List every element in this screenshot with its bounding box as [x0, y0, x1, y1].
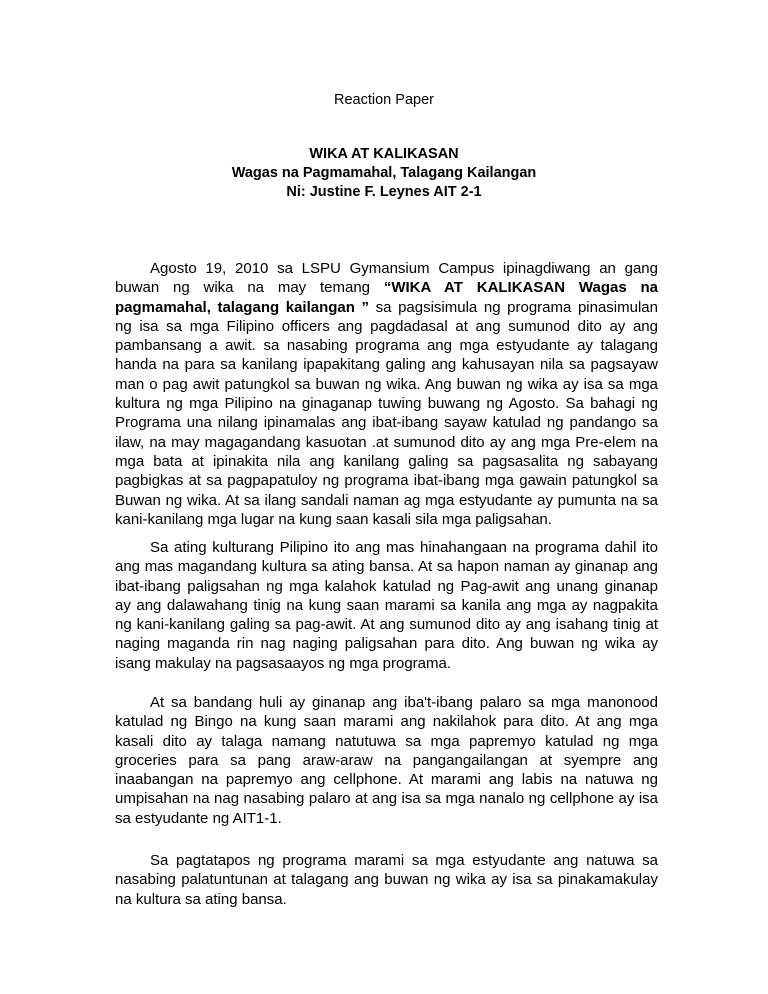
text-line	[115, 298, 658, 317]
text-line	[115, 413, 658, 432]
text-line	[115, 355, 658, 374]
text-line	[115, 809, 658, 828]
text-segment: sa pagsisimula ng programa pinasimulan	[369, 298, 658, 316]
paper-label: Reaction Paper	[334, 92, 434, 108]
paper-author: Ni: Justine F. Leynes AIT 2-1	[286, 184, 482, 200]
text-segment: sa estyudante ng AIT1-1.	[115, 809, 282, 827]
text-segment: kani-kanilang mga lugar na kung saan kasali sila mga paligsahan.	[115, 510, 552, 528]
text-line	[115, 577, 658, 596]
text-segment: na kultura sa ating bansa.	[115, 890, 287, 908]
paper-title: WIKA AT KALIKASAN	[309, 146, 459, 162]
text-segment: Sa ating kulturang Pilipino ito ang mas hinahangaan na programa dahil ito	[150, 539, 658, 556]
text-line	[115, 712, 658, 731]
text-line	[115, 538, 658, 557]
text-segment: pambansang a awit. sa nasabing programa ang mga estyudante ay talagang	[115, 337, 658, 355]
text-segment: mga bata at ipinakita nila ang kanilang galing sa pagsasalita ng sabayang	[115, 452, 658, 470]
text-segment: kasali dito ay talaga namang natutuwa sa mga papremyo katulad ng mga	[115, 732, 658, 750]
text-segment: umpisahan na nag nasabing palaro at ang isa sa mga nanalo ng cellphone ay isa	[115, 790, 658, 808]
text-segment: buwan ng wika na may temang	[115, 279, 384, 297]
text-segment: katulad ng Bingo na kung saan marami ang nakilahok para dito. At ang mga	[115, 713, 658, 731]
text-line	[115, 317, 658, 336]
text-segment: ibat-ibang paligsahan ng mga kalahok katulad ng Pag-awit ang unang ginanap	[115, 577, 658, 595]
text-segment: naging maganda rin nag naging paligsahan para dito. Ang buwan ng wika ay	[115, 635, 658, 653]
text-segment: isang makulay na pagsasaayos ng mga programa.	[115, 654, 452, 672]
text-line	[115, 770, 658, 789]
text-segment: groceries para sa pang araw-araw na pangangailangan at syempre ang	[115, 751, 658, 769]
text-segment: ilaw, na may magagandang kasuotan .at sumunod dito ay ang mga Pre-elem na	[115, 433, 658, 451]
text-segment: nasabing palatuntunan at talagang ang buwan ng wika ay isa sa pinakamakulay	[115, 871, 658, 889]
text-line	[115, 693, 658, 712]
text-line	[115, 732, 658, 751]
text-line	[115, 890, 658, 909]
text-line	[115, 259, 658, 278]
bold-text: pagmamahal, talagang kailangan ”	[115, 298, 370, 316]
text-segment: handa na para sa kanilang ipapakitang galing ang kahusayan nila sa pagsayaw	[115, 356, 658, 374]
text-segment: kultura ng mga Pilipino na ginaganap tuwing buwang ng Agosto. Sa bahagi ng	[115, 395, 658, 413]
text-line	[115, 615, 658, 634]
text-line	[115, 452, 658, 471]
text-segment: At sa bandang huli ay ginanap ang iba't-ibang palaro sa mga manonood	[150, 694, 658, 711]
text-line	[115, 336, 658, 355]
text-line	[115, 596, 658, 615]
text-segment: ng isa sa mga Filipino officers ang pagdadasal at ang sumunod dito ay ang	[115, 317, 658, 335]
paragraph-4	[115, 851, 658, 909]
text-segment: pagbigkas at sa pagpapatuloy ng programa ibat-ibang mga gawain patungkol sa	[115, 472, 658, 490]
text-line	[115, 433, 658, 452]
text-line	[115, 870, 658, 889]
paragraph-1	[115, 259, 658, 529]
text-segment: Sa pagtatapos ng programa marami sa mga estyudante ang natuwa sa	[150, 852, 658, 869]
text-segment: man o pag awit patungkol sa buwan ng wika. Ang buwan ng wika ay isa sa mga	[115, 375, 658, 393]
text-segment: ng kani-kanilang galing sa pag-awit. At ang sumunod dito ay ang isahang tinig at	[115, 616, 658, 634]
text-segment: Programa una nilang ipinamalas ang ibat-ibang sayaw katulad ng pandango sa	[115, 414, 658, 432]
paragraph-2	[115, 538, 658, 673]
text-segment: Agosto 19, 2010 sa LSPU Gymansium Campus ipinagdiwang an gang	[150, 260, 658, 277]
text-line	[115, 751, 658, 770]
text-line	[115, 471, 658, 490]
text-line	[115, 491, 658, 510]
text-line	[115, 654, 658, 673]
text-segment: Buwan ng wika. At sa ilang sandali naman ag mga estyudante ay pumunta na sa	[115, 491, 658, 509]
paragraph-3	[115, 693, 658, 828]
text-line	[115, 557, 658, 576]
bold-text: “WIKA AT KALIKASAN Wagas na	[383, 279, 658, 297]
paper-subtitle: Wagas na Pagmamahal, Talagang Kailangan	[231, 165, 537, 181]
text-segment: ay ang dalawahang tinig na kung saan marami sa kanila ang mga ay nagpakita	[115, 596, 658, 614]
text-segment: ang mas magandang kultura sa ating bansa. At sa hapon naman ay ginanap ang	[115, 558, 658, 576]
text-line	[115, 634, 658, 653]
text-line	[115, 851, 658, 870]
text-line	[115, 394, 658, 413]
text-line	[115, 510, 658, 529]
text-segment: inaabangan na papremyo ang cellphone. At marami ang labis na natuwa ng	[115, 771, 658, 789]
text-line	[115, 375, 658, 394]
text-line	[115, 789, 658, 808]
text-line	[115, 278, 658, 297]
